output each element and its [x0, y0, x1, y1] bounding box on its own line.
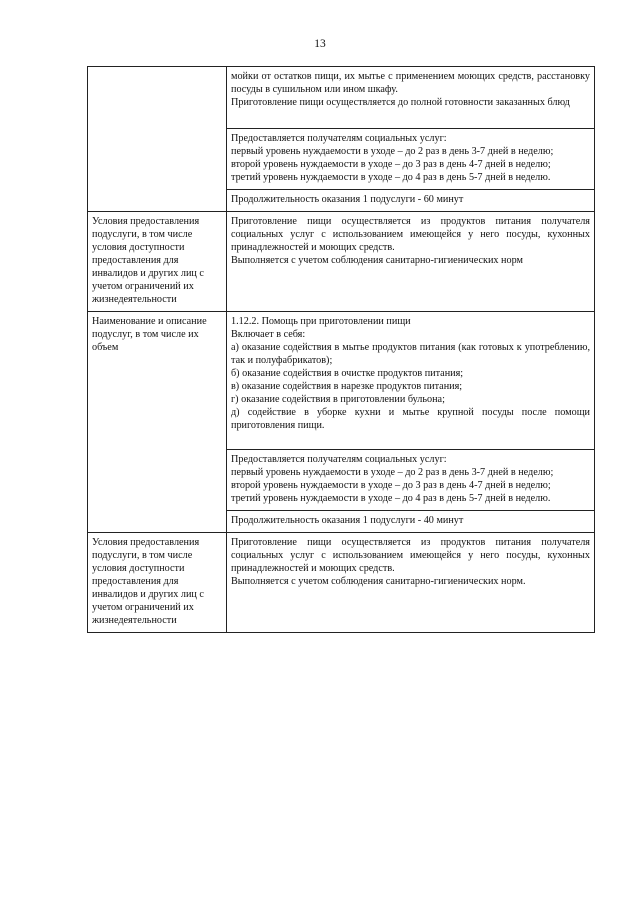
row-content — [227, 212, 595, 312]
paragraph: второй уровень нуждаемости в уходе – до 3 раз в день 4-7 дней в неделю; — [231, 480, 551, 491]
paragraph: Выполняется с учетом соблюдения санитарно-гигиенических норм — [231, 255, 523, 266]
paragraph: мойки от остатков пищи, их мытье с применением моющих средств, расстановку посуды в сушильном или ином шкафу. — [231, 71, 590, 95]
paragraph: первый уровень нуждаемости в уходе – до 2 раз в день 3-7 дней в неделю; — [231, 467, 554, 478]
paragraph: Включает в себя: — [231, 329, 306, 340]
paragraph: Предоставляется получателям социальных услуг: — [231, 133, 447, 144]
paragraph: в) оказание содействия в нарезке продуктов питания; — [231, 381, 463, 392]
row-content — [227, 67, 595, 129]
paragraph: 1.12.2. Помощь при приготовлении пищи — [231, 316, 411, 327]
paragraph: а) оказание содействия в мытье продуктов питания (как готовых к употреблению, так и полуфабрикатов); — [231, 342, 590, 366]
service-table — [87, 66, 595, 633]
table-row — [88, 212, 595, 312]
paragraph: Выполняется с учетом соблюдения санитарно-гигиенических норм. — [231, 576, 526, 587]
paragraph: третий уровень нуждаемости в уходе – до 4 раз в день 5-7 дней в неделю. — [231, 493, 551, 504]
table-row — [88, 67, 595, 129]
table-row — [88, 533, 595, 633]
paragraph: первый уровень нуждаемости в уходе – до 2 раз в день 3-7 дней в неделю; — [231, 146, 554, 157]
row-content — [227, 129, 595, 190]
row-label-empty — [88, 67, 227, 212]
row-content — [227, 533, 595, 633]
row-label: Условия предоставления подуслуги, в том числе условия доступности предоставления для инвалидов и других лиц с учетом ограничений их жизнедеятельности — [88, 533, 227, 633]
paragraph: б) оказание содействия в очистке продуктов питания; — [231, 368, 464, 379]
paragraph: Предоставляется получателям социальных услуг: — [231, 454, 447, 465]
paragraph: Продолжительность оказания 1 подуслуги - 60 минут — [231, 194, 464, 205]
paragraph: Продолжительность оказания 1 подуслуги - 40 минут — [231, 515, 464, 526]
paragraph: д) содействие в уборке кухни и мытье крупной посуды после помощи приготовления пищи. — [231, 407, 590, 431]
row-content — [227, 450, 595, 511]
paragraph: г) оказание содействия в приготовлении бульона; — [231, 394, 445, 405]
row-label: Наименование и описание подуслуг, в том числе их объем — [88, 312, 227, 533]
page-number: 13 — [314, 38, 326, 50]
paragraph: Приготовление пищи осуществляется из продуктов питания получателя социальных услуг с использованием имеющейся у него посуды, кухонных принадлежностей и моющих средств. — [231, 537, 590, 574]
table-row — [88, 312, 595, 450]
row-label: Условия предоставления подуслуги, в том числе условия доступности предоставления для инвалидов и других лиц с учетом ограничений их жизнедеятельности — [88, 212, 227, 312]
paragraph: Приготовление пищи осуществляется из продуктов питания получателя социальных услуг с использованием имеющейся у него посуды, кухонных принадлежностей и моющих средств. — [231, 216, 590, 253]
duration-text — [227, 190, 595, 212]
paragraph: второй уровень нуждаемости в уходе – до 3 раз в день 4-7 дней в неделю; — [231, 159, 551, 170]
row-content — [227, 312, 595, 450]
paragraph: Приготовление пищи осуществляется до полной готовности заказанных блюд — [231, 97, 570, 108]
paragraph: третий уровень нуждаемости в уходе – до 4 раз в день 5-7 дней в неделю. — [231, 172, 551, 183]
duration-text — [227, 511, 595, 533]
